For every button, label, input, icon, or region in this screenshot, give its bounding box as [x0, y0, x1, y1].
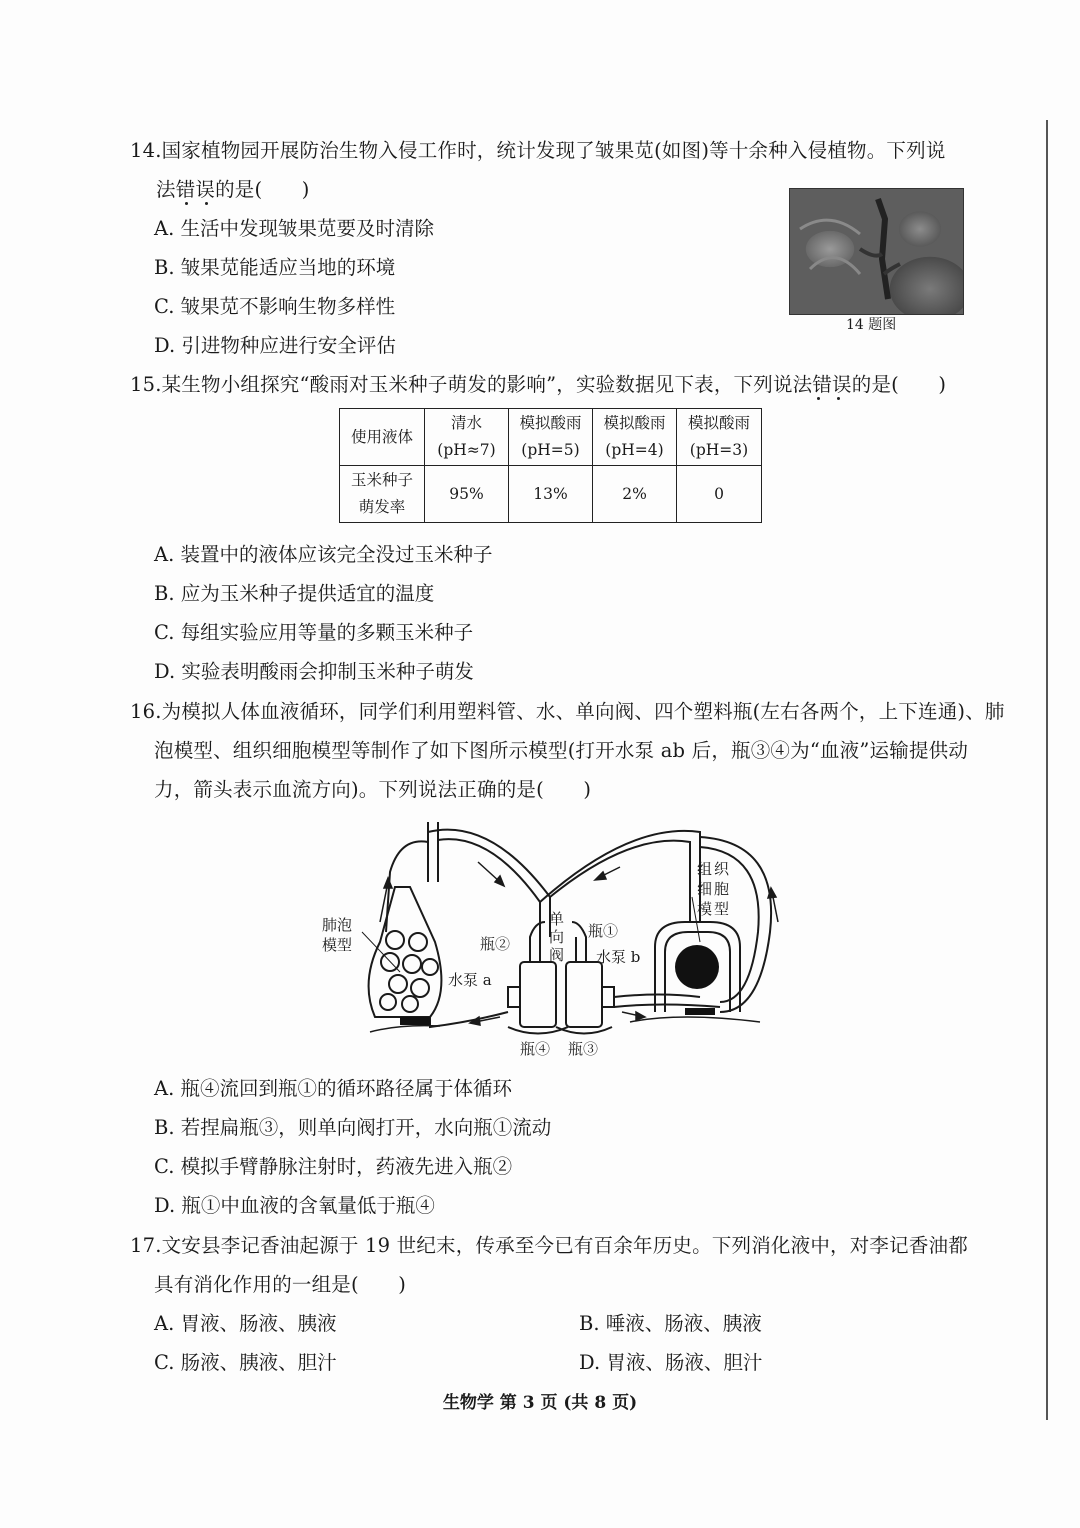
valve-label: 单: [549, 910, 565, 928]
col-ph: (pH=5): [521, 441, 580, 459]
table-header-germination: [340, 466, 425, 523]
table-cell-rate: 95%: [425, 466, 509, 523]
q16-stem-line3: 力，箭头表示血流方向)。下列说法正确的是( ): [154, 778, 592, 801]
page-footer: 生物学 第 3 页 (共 8 页): [442, 1393, 638, 1413]
valve-label: 向: [549, 928, 565, 946]
tissue-label: 胞: [714, 880, 730, 898]
tissue-label: 细: [697, 880, 713, 898]
q16-circulation-diagram: [300, 812, 800, 1064]
table-cell-rate: 2%: [593, 466, 677, 523]
row-label: 萌发率: [358, 498, 406, 516]
q17-stem-line1: 17.文安县李记香油起源于 19 世纪末，传承至今已有百余年历史。下列消化液中，对李记香油都: [130, 1234, 968, 1257]
emphasis-dot: [185, 202, 188, 205]
q17-option-b: B. 唾液、肠液、胰液: [579, 1312, 762, 1335]
tissue-label: 织: [714, 860, 730, 878]
q14-stem-line1: 14.国家植物园开展防治生物入侵工作时，统计发现了皱果苋(如图)等十余种入侵植物。下列说: [130, 139, 946, 162]
q16-option-b: B. 若捏扁瓶③，则单向阀打开，水向瓶①流动: [154, 1116, 552, 1139]
q15-option-d: D. 实验表明酸雨会抑制玉米种子萌发: [154, 660, 474, 683]
q15-option-c: C. 每组实验应用等量的多颗玉米种子: [154, 621, 474, 644]
tissue-label: 型: [714, 900, 730, 918]
valve-label: 阀: [549, 946, 565, 964]
emphasis-dot: [837, 397, 840, 400]
q16-option-a: A. 瓶④流回到瓶①的循环路径属于体循环: [154, 1077, 512, 1100]
q16-option-c: C. 模拟手臂静脉注射时，药液先进入瓶②: [154, 1155, 513, 1178]
emphasis-dot: [205, 202, 208, 205]
table-cell-rate: 13%: [509, 466, 593, 523]
page-margin-line: [1046, 120, 1048, 1420]
table-header-cell: [593, 409, 677, 466]
q14-option-c: C. 皱果苋不影响生物多样性: [154, 295, 396, 318]
q17-stem-line2: 具有消化作用的一组是( ): [154, 1273, 407, 1296]
q15-option-b: B. 应为玉米种子提供适宜的温度: [154, 582, 435, 605]
lung-label: 肺泡: [322, 916, 353, 934]
q15-option-a: A. 装置中的液体应该完全没过玉米种子: [154, 543, 493, 566]
q16-stem-line1: 16.为模拟人体血液循环，同学们利用塑料管、水、单向阀、四个塑料瓶(左右各两个，上下连通)、肺: [130, 700, 1005, 723]
table-header-cell: [509, 409, 593, 466]
q14-option-a: A. 生活中发现皱果苋要及时清除: [154, 217, 434, 240]
col-ph: (pH=3): [689, 441, 749, 459]
col-name: 模拟酸雨: [603, 414, 666, 432]
bottle-4-label: 瓶④: [520, 1040, 551, 1058]
col-name: 模拟酸雨: [687, 414, 750, 432]
table-header-cell: [425, 409, 509, 466]
bottle-3-label: 瓶③: [568, 1040, 599, 1058]
bottle-2-label: 瓶②: [480, 935, 511, 953]
bottle-1-label: 瓶①: [588, 922, 619, 940]
lung-label: 模型: [322, 936, 353, 954]
pump-a-label: 水泵 a: [448, 971, 492, 989]
q14-stem-line2: 法错误的是( ): [156, 178, 310, 201]
tissue-label: 组: [697, 860, 713, 878]
q14-option-d: D. 引进物种应进行安全评估: [154, 334, 396, 357]
table-header-liquid: 使用液体: [340, 409, 425, 466]
q16-stem-line2: 泡模型、组织细胞模型等制作了如下图所示模型(打开水泵 ab 后，瓶③④为“血液”运输提供动: [154, 739, 969, 762]
q16-option-d: D. 瓶①中血液的含氧量低于瓶④: [154, 1194, 435, 1217]
q14-option-b: B. 皱果苋能适应当地的环境: [154, 256, 396, 279]
table-cell-rate: 0: [677, 466, 762, 523]
col-ph: (pH=4): [605, 441, 664, 459]
q17-option-d: D. 胃液、肠液、胆汁: [579, 1351, 763, 1374]
q15-stem-line1: 15.某生物小组探究“酸雨对玉米种子萌发的影响”，实验数据见下表，下列说法错误的是( ): [130, 373, 947, 396]
col-name: 清水: [450, 414, 482, 432]
q17-option-a: A. 胃液、肠液、胰液: [154, 1312, 337, 1335]
col-ph: (pH≈7): [437, 441, 496, 459]
table-header-cell: [677, 409, 762, 466]
row-label: 玉米种子: [350, 471, 413, 489]
q15-data-table: [339, 408, 762, 523]
pump-b-label: 水泵 b: [596, 948, 641, 966]
col-name: 模拟酸雨: [519, 414, 582, 432]
q14-figure-caption: 14 题图: [846, 317, 897, 333]
tissue-label: 模: [697, 900, 713, 918]
emphasis-dot: [817, 397, 820, 400]
q17-option-c: C. 肠液、胰液、胆汁: [154, 1351, 337, 1374]
q14-plant-photo: [789, 188, 964, 315]
